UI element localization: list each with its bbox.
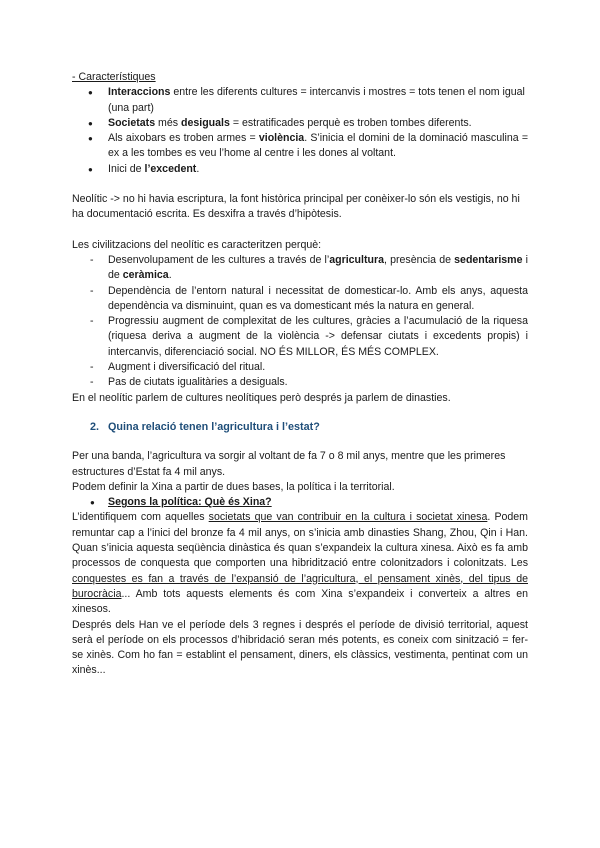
bold-term: Societats — [108, 116, 156, 129]
list-item: ● Inici de l’excedent. — [72, 162, 528, 177]
list-item: ● Societats més desiguals = estratificades perquè es troben tombes diferents. — [72, 116, 528, 131]
neolitic-closing: En el neolític parlem de cultures neolítiques però després ja parlem de dinasties. — [72, 391, 451, 404]
civilizations-list — [72, 253, 528, 391]
list-item: - Progressiu augment de complexitat de les cultures, gràcies a l’acumulació de la riquesa (riquesa deriva a augment de la violència -> defensar ciutats i excedents propis) i intercanvis, diferenciació social. NO ÉS MILLOR, ÉS MÉS COMPLEX. — [72, 314, 528, 360]
list-item: ● Als aixobars es troben armes = violència. S’inicia el domini de la dominació masculina = ex a les tombes es veu l’home al centre i les dones al voltant. — [72, 131, 528, 162]
section-heading: 2. Quina relació tenen l’agricultura i l’estat? — [90, 420, 320, 433]
document-page — [72, 70, 528, 679]
section-title: - Característiques — [72, 71, 156, 83]
bold-term: desiguals — [181, 116, 230, 129]
xina-paragraph-1: L’identifiquem com aquelles societats que van contribuir en la cultura i societat xinesa. Podem remuntar cap a l’inici del bronze fa 4 mil anys, on s’inicia amb dinasties Shang, Zhou, Qin i Han. Quan s’inicia aquesta seqüència dinàstica és quan s’expandeix la cultura xinesa. Això es fa amb processos de conquesta que comporten una hibridització entre colonitzadors i colonitzats. Les conquestes es fan a través de l’expansió de l’agricultura, el pensament xinès, del tipus de burocràcia... Amb tots aquests elements és com Xina s’expandeix i converteix a altres en xinesos. — [72, 511, 529, 616]
civilizations-intro: Les civilitzacions del neolític es caracteritzen perquè: — [72, 238, 322, 251]
list-item: - Desenvolupament de les cultures a través de l’agricultura, presència de sedentarisme i de ceràmica. — [72, 253, 528, 284]
list-item: ● Interaccions entre les diferents cultures = intercanvis i mostres = tots tenen el nom igual (una part) — [72, 85, 528, 116]
neolitic-paragraph: Neolític -> no hi havia escriptura, la font històrica principal per conèixer-lo són els vestigis, no hi ha documentació escrita. Es desxifra a través d’hipòtesis. — [72, 193, 520, 221]
list-item: - Augment i diversificació del ritual. — [72, 360, 528, 375]
bold-term: violència — [258, 132, 305, 145]
bold-term: l’excedent — [144, 162, 197, 175]
list-item: - Pas de ciutats igualitàries a desiguals. — [72, 375, 528, 390]
bold-term: Interaccions — [108, 86, 171, 99]
politics-bullet: ● Segons la política: Què és Xina? — [72, 495, 528, 510]
characteristics-list — [72, 85, 528, 177]
list-item: - Dependència de l’entorn natural i necessitat de domesticar-lo. Amb els anys, aquesta dependència va disminuint, quan es va domesticant més la natura en general. — [72, 284, 528, 315]
xina-definition: Podem definir la Xina a partir de dues bases, la política i la territorial. — [72, 480, 395, 493]
agriculture-paragraph: Per una banda, l’agricultura va sorgir al voltant de fa 7 o 8 mil anys, mentre que les primeres estructures d’Estat fa 4 mil anys. — [72, 450, 506, 478]
xina-paragraph-2: Després dels Han ve el període dels 3 regnes i després el període de divisió territorial, aquest serà el període on els processos d’hibridació seran més potents, es coneix com sinització = fer-se xinès. Com ho fan = establint el pensament, diners, els clàssics, vestimenta, pentinat com un xinès... — [72, 618, 528, 677]
